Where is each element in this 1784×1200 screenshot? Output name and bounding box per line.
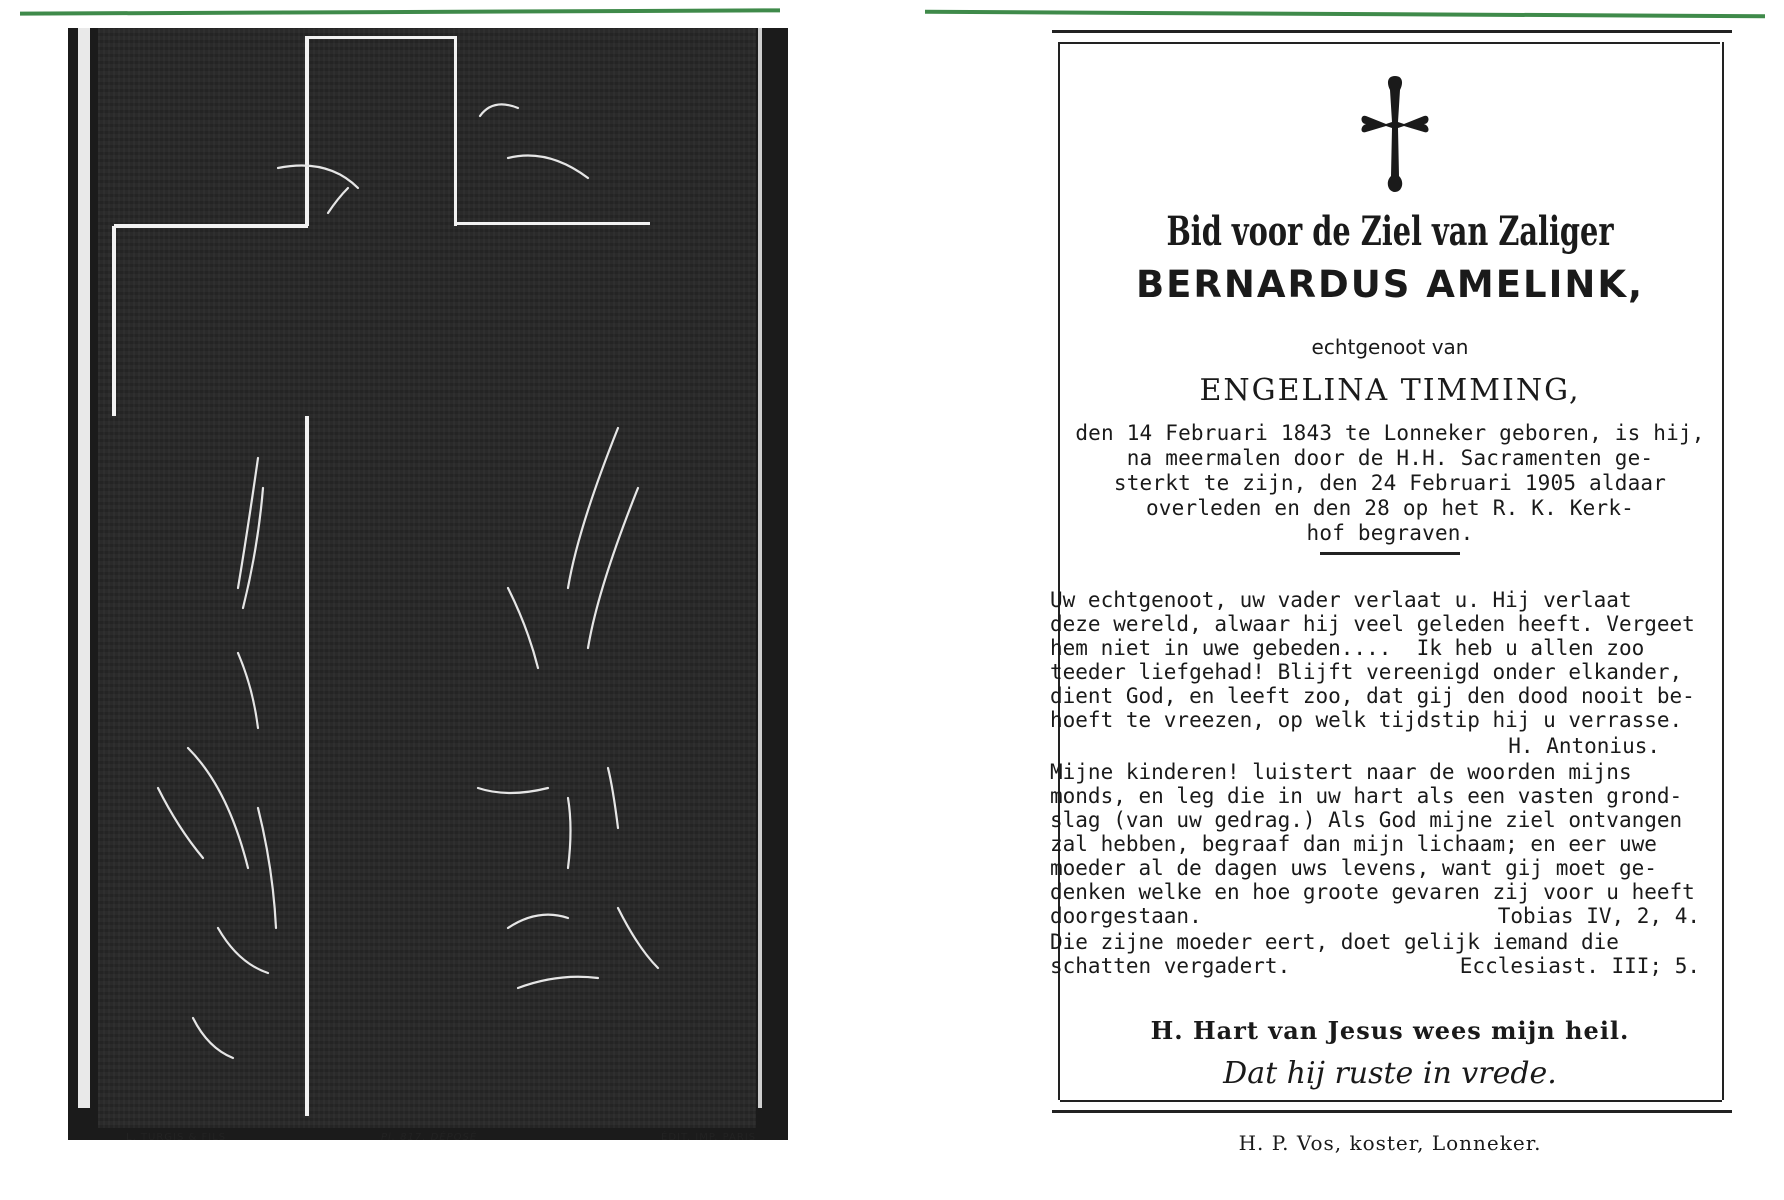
reed-left-7 <box>193 1018 233 1058</box>
bio-divider <box>1320 552 1460 555</box>
reed-right-8 <box>518 977 598 988</box>
reed-left-4 <box>238 653 258 728</box>
scan-edge-left <box>20 8 780 15</box>
thorn-arc-right <box>508 156 588 179</box>
quote-source: Ecclesiast. III; 5. <box>1459 954 1700 978</box>
bio-line: sterkt te zijn, den 24 Februari 1905 aldaar <box>1113 471 1667 495</box>
frame-rail-left <box>78 28 90 1108</box>
deceased-name: BERNARDUS AMELINK, <box>1135 263 1645 306</box>
quote-line: schatten vergadert. <box>1050 954 1291 978</box>
quote-source: Tobias IV, 2, 4. <box>1497 904 1700 928</box>
frame-rail-right <box>758 28 762 1108</box>
cross-engraving <box>98 28 756 1128</box>
quote-line: dient God, en leeft zoo, dat gij den dood nooit be- <box>1050 684 1695 708</box>
bio-line: overleden en den 28 op het R. K. Kerk- <box>1145 496 1635 520</box>
quote-line: teeder liefgehad! Blijft vereenigd onder elkander, <box>1050 660 1683 684</box>
quote-line: hem niet in uwe gebeden.... Ik heb u allen zoo <box>1050 636 1645 660</box>
memorial-heading: Bid voor de Ziel van Zaliger <box>1166 208 1614 255</box>
reed-left-5 <box>158 788 203 858</box>
imprint-place: ÉDIT. IMP. PARIS <box>661 1132 757 1143</box>
quote-line: moeder al de dagen uws levens, want gij moet ge- <box>1050 856 1657 880</box>
quote-line: Die zijne moeder eert, doet gelijk iemand die <box>1050 930 1619 954</box>
blessing: Dat hij ruste in vrede. <box>1223 1056 1557 1091</box>
imprint-publisher: L. TURGIS & FILS <box>126 1132 227 1143</box>
reed-left-3 <box>258 808 276 928</box>
quote-line: doorgestaan. <box>1050 904 1202 928</box>
reed-right-2 <box>588 488 638 648</box>
quote-line: hoeft te vreezen, op welk tijdstip hij u verrasse. <box>1050 708 1683 732</box>
bio-line: na meermalen door de H.H. Sacramenten ge- <box>1126 446 1654 470</box>
reed-right-5 <box>568 798 571 868</box>
border-top-inner <box>1060 42 1720 44</box>
printer-credit: H. P. Vos, koster, Lonneker. <box>1238 1131 1542 1155</box>
reed-right-4 <box>478 788 548 793</box>
reed-left-1 <box>238 458 258 588</box>
cross-pattee-icon <box>1360 76 1430 196</box>
border-top-outer <box>1052 30 1732 33</box>
spouse-label: echtgenoot van <box>1311 335 1469 359</box>
spouse-name: ENGELINA TIMMING, <box>1199 373 1581 408</box>
reed-right-7 <box>618 908 658 968</box>
quote-line: denken welke en hoe groote gevaren zij voor u heeft <box>1050 880 1695 904</box>
reed-left-8 <box>243 488 263 608</box>
quote-line: slag (van uw gedrag.) Als God mijne ziel ontvangen <box>1050 808 1683 832</box>
bio-line: hof begraven. <box>1306 521 1474 545</box>
closing-prayer: H. Hart van Jesus wees mijn heil. <box>1150 1016 1630 1045</box>
quote-source: H. Antonius. <box>1508 734 1660 758</box>
card-front <box>68 28 788 1143</box>
reed-right-3 <box>508 588 538 668</box>
reed-right-6 <box>508 915 568 928</box>
scan-edge-right <box>925 10 1765 18</box>
reed-ornaments <box>98 28 756 1128</box>
quote-line: deze wereld, alwaar hij veel geleden heeft. Vergeet <box>1050 612 1695 636</box>
reed-right-9 <box>608 768 618 828</box>
quote-line: zal hebben, begraaf dan mijn lichaam; en eer uwe <box>1050 832 1657 856</box>
reed-left-6 <box>218 928 268 973</box>
quote-line: Uw echtgenoot, uw vader verlaat u. Hij verlaat <box>1050 588 1632 612</box>
border-bottom-outer <box>1052 1110 1732 1113</box>
quote-line: monds, en leg die in uw hart als een vasten grond- <box>1050 784 1683 808</box>
border-bottom-inner <box>1060 1100 1722 1102</box>
quote-line: Mijne kinderen! luistert naar de woorden mijns <box>1050 760 1632 784</box>
thorn-arc-left <box>278 166 358 189</box>
thorn-stroke <box>328 188 348 213</box>
thorn-dot-cluster <box>480 104 518 116</box>
imprint-plate: Pl. 817. DÉPOSÉ <box>381 1132 478 1143</box>
printer-imprint <box>116 1129 806 1149</box>
bio-line: den 14 Februari 1843 te Lonneker geboren, is hij, <box>1075 421 1705 445</box>
card-back <box>1040 28 1740 1178</box>
